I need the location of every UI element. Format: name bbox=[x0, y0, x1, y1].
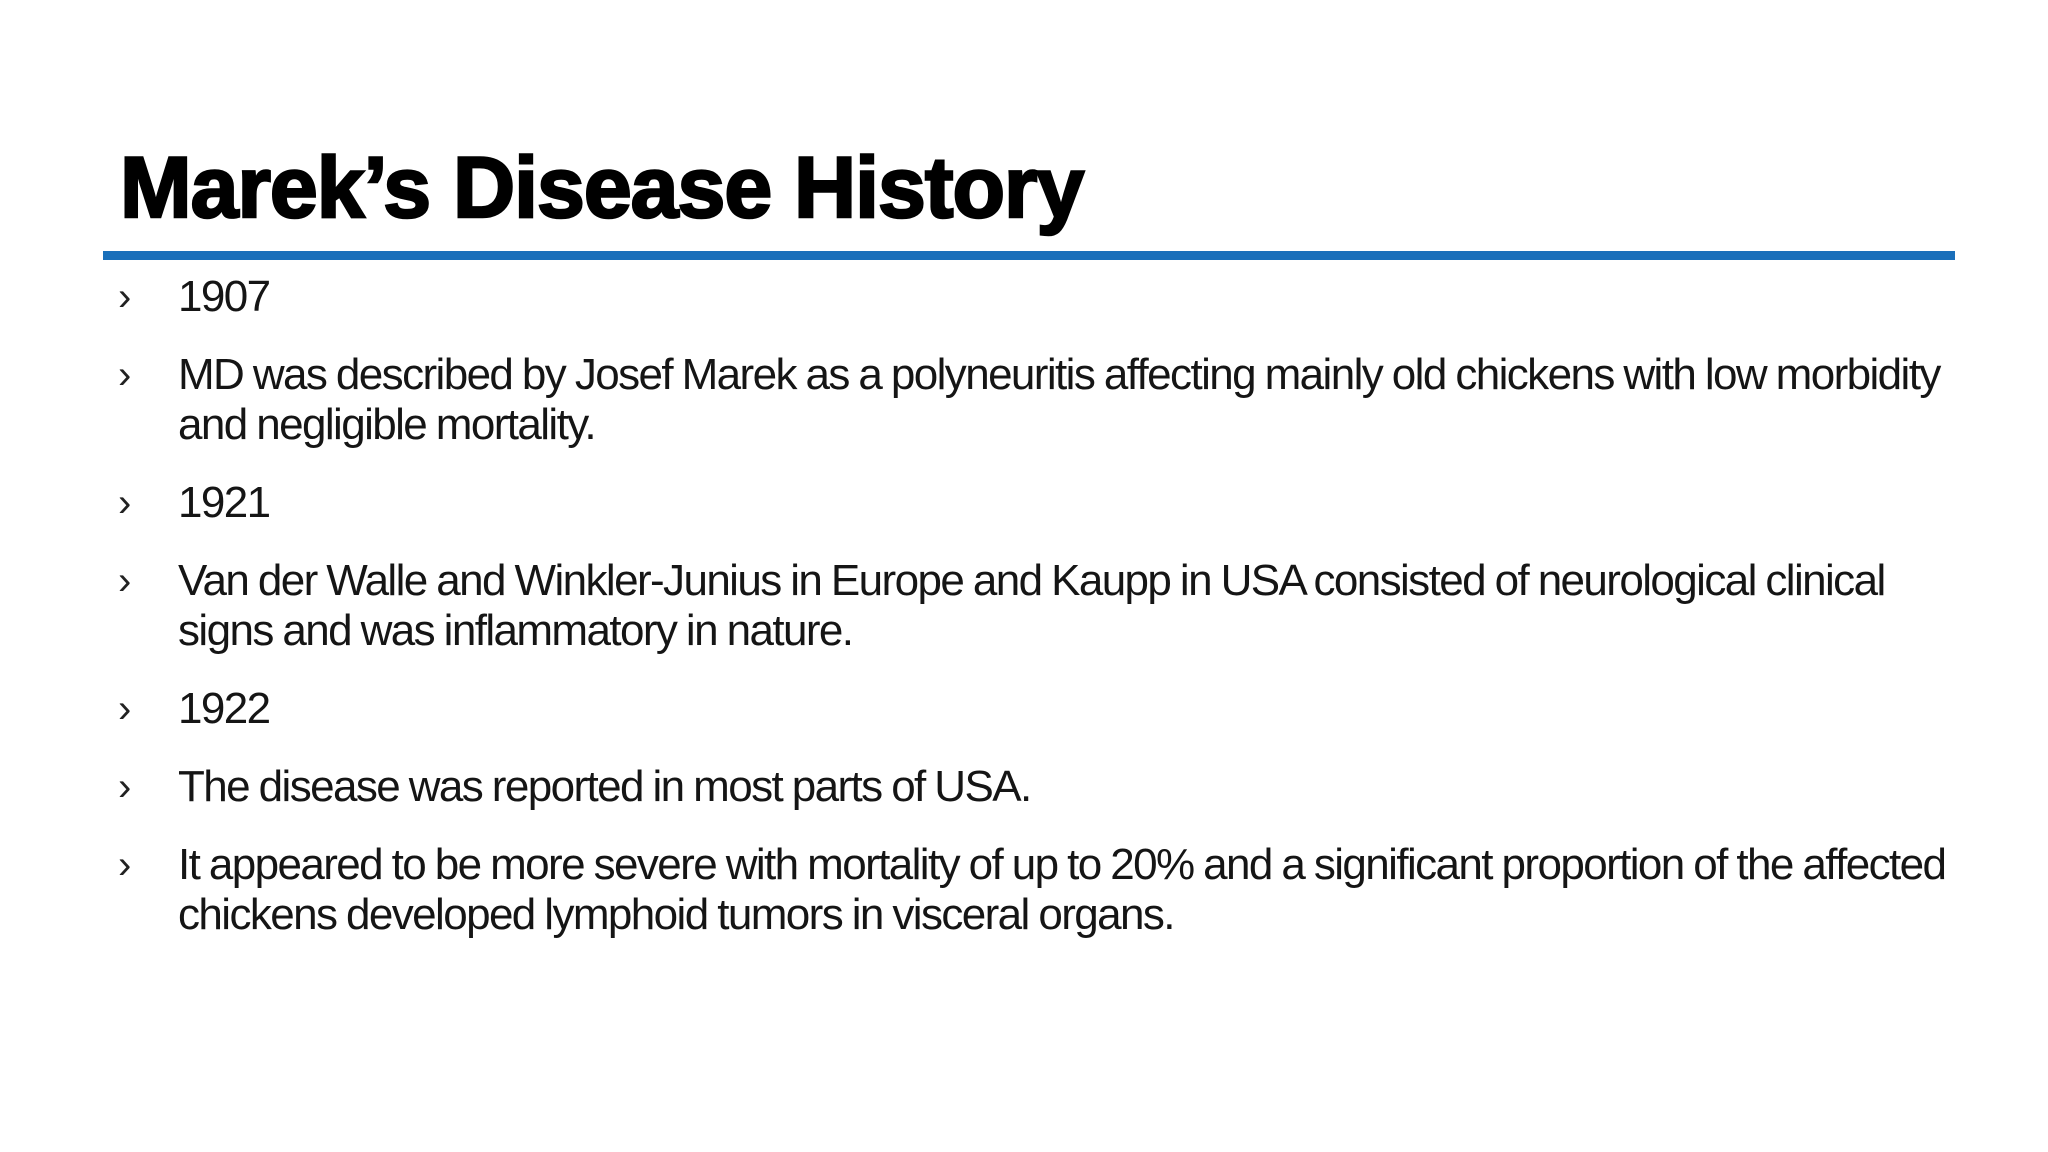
bullet-item bbox=[118, 478, 1948, 528]
bullet-item bbox=[118, 556, 1948, 656]
chevron-right-icon: › bbox=[118, 481, 130, 525]
bullet-item bbox=[118, 762, 1948, 812]
title-divider bbox=[103, 251, 1955, 260]
bullet-text: Van der Walle and Winkler-Junius in Europe and Kaupp in USA consisted of neurological clinical signs and was inflammatory in nature. bbox=[178, 556, 1885, 655]
bullet-item bbox=[118, 684, 1948, 734]
chevron-right-icon: › bbox=[118, 275, 130, 319]
bullet-text: 1922 bbox=[178, 684, 270, 733]
bullet-text: The disease was reported in most parts of USA. bbox=[178, 762, 1031, 811]
bullet-list bbox=[118, 272, 1948, 968]
bullet-text: 1921 bbox=[178, 478, 270, 527]
chevron-right-icon: › bbox=[118, 843, 130, 887]
bullet-item bbox=[118, 350, 1948, 450]
bullet-text: It appeared to be more severe with mortality of up to 20% and a significant proportion of the affected chickens developed lymphoid tumors in visceral organs. bbox=[178, 840, 1946, 939]
chevron-right-icon: › bbox=[118, 765, 130, 809]
slide-title: Marek’s Disease History bbox=[120, 140, 1084, 236]
chevron-right-icon: › bbox=[118, 559, 130, 603]
bullet-text: MD was described by Josef Marek as a polyneuritis affecting mainly old chickens with low morbidity and negligible mortality. bbox=[178, 350, 1940, 449]
bullet-item bbox=[118, 840, 1948, 940]
bullet-item bbox=[118, 272, 1948, 322]
chevron-right-icon: › bbox=[118, 687, 130, 731]
bullet-text: 1907 bbox=[178, 272, 270, 321]
chevron-right-icon: › bbox=[118, 353, 130, 397]
